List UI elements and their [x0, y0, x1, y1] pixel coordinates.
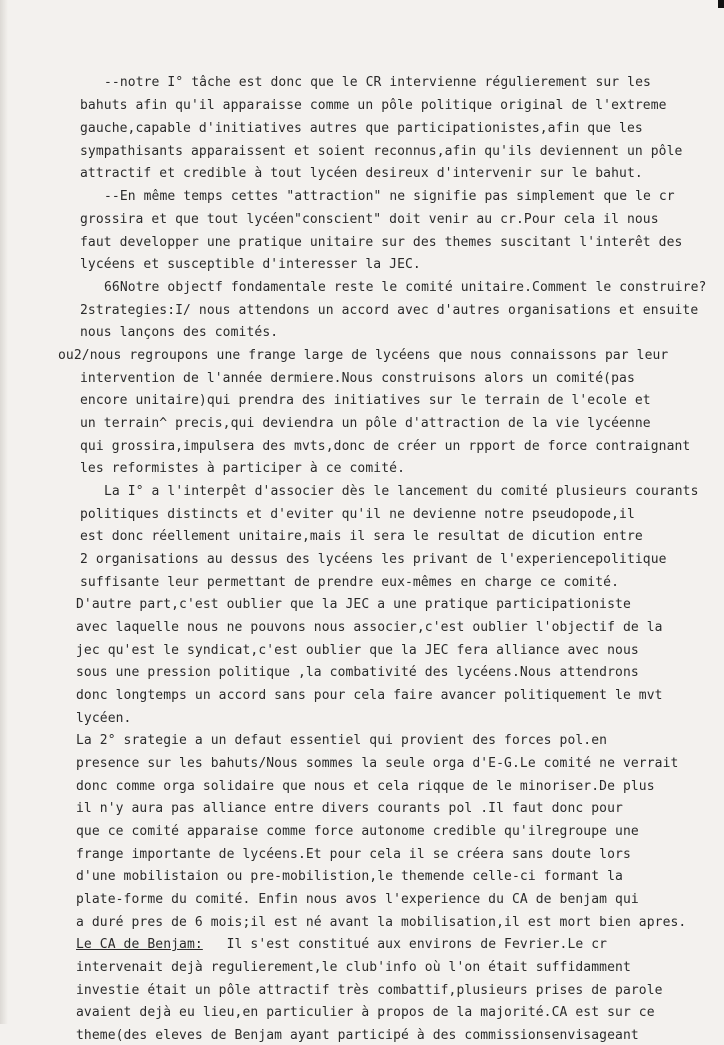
text-line: est donc réellement unitaire,mais il sera le resultat de dicution entre: [80, 529, 643, 544]
text-line: avec laquelle nous ne pouvons nous associer,c'est oublier l'objectif de la: [76, 620, 663, 635]
text-line: intervention de l'année dermiere.Nous construisons alors un comité(pas: [80, 371, 635, 386]
text-line: donc comme orga solidaire que nous et cela riqque de le minoriser.De plus: [76, 779, 655, 794]
text-line: lycéens et susceptible d'interesser la JEC.: [80, 257, 421, 272]
corner-mark: [718, 0, 724, 8]
text-line: encore unitaire)qui prendra des initiatives sur le terrain de l'ecole et: [80, 393, 651, 408]
text-line: a duré pres de 6 mois;il est né avant la mobilisation,il est mort bien apres.: [76, 915, 687, 930]
text-line: avaient dejà eu lieu,en particulier à propos de la majorité.CA est sur ce: [76, 1005, 655, 1020]
text-line: La I° a l'interpêt d'associer dès le lancement du comité plusieurs courants: [104, 484, 699, 499]
text-line: 2strategies:I/ nous attendons un accord avec d'autres organisations et ensuite: [80, 303, 699, 318]
text-line: sympathisants apparaissent et soient reconnus,afin qu'ils deviennent un pôle: [80, 144, 683, 159]
text-line: D'autre part,c'est oublier que la JEC a une pratique participationiste: [76, 597, 631, 612]
text-line: grossira et que tout lycéen"conscient" doit venir au cr.Pour cela il nous: [80, 212, 659, 227]
text-line-with-heading: [76, 936, 607, 954]
text-line: --notre I° tâche est donc que le CR intervienne régulierement sur les: [104, 75, 651, 90]
text-line: nous lançons des comités.: [80, 325, 279, 340]
text-line: La 2° srategie a un defaut essentiel qui provient des forces pol.en: [76, 733, 608, 748]
text-line: faut developper une pratique unitaire sur des themes suscitant l'interêt des: [80, 235, 683, 250]
text-line: lycéen.: [76, 711, 132, 726]
text-line: presence sur les bahuts/Nous sommes la seule orga d'E-G.Le comité ne verrait: [76, 756, 679, 771]
text-line: jec qu'est le syndicat,c'est oublier que la JEC fera alliance avec nous: [76, 643, 639, 658]
text-line: qui grossira,impulsera des mvts,donc de créer un rpport de force contraignant: [80, 439, 691, 454]
text-line: theme(des eleves de Benjam ayant participé à des commissionsenvisageant: [76, 1028, 639, 1043]
text-line: attractif et credible à tout lycéen desireux d'intervenir sur le bahut.: [80, 166, 643, 181]
text-line: intervenait dejà regulierement,le club'info où l'on était suffidamment: [76, 960, 631, 975]
text-line: gauche,capable d'initiatives autres que participationistes,afin que les: [80, 121, 643, 136]
text-line: investie était un pôle attractif très combattif,plusieurs prises de parole: [76, 983, 663, 998]
text-line: ou2/nous regroupons une frange large de lycéens que nous connaissons par leur: [58, 348, 669, 363]
text-line: suffisante leur permettant de prendre eux-mêmes en charge ce comité.: [80, 575, 620, 590]
text-line: --En même temps cettes "attraction" ne signifie pas simplement que le cr: [104, 189, 675, 204]
text-line: sous une pression politique ,la combativité des lycéens.Nous attendrons: [76, 665, 639, 680]
section-heading: Le CA de Benjam:: [76, 937, 203, 952]
text-line: donc longtemps un accord sans pour cela faire avancer politiquement le mvt: [76, 688, 663, 703]
text-line: plate-forme du comité. Enfin nous avos l'experience du CA de benjam qui: [76, 892, 639, 907]
text-line: les reformistes à participer à ce comité.: [80, 461, 405, 476]
text-line: frange importante de lycéens.Et pour cela il se créera sans doute lors: [76, 847, 631, 862]
text-line: que ce comité apparaise comme force autonome credible qu'ilregroupe une: [76, 824, 639, 839]
text-line: un terrain^ precis,qui deviendra un pôle d'attraction de la vie lycéenne: [80, 416, 651, 431]
text-line: bahuts afin qu'il apparaisse comme un pôle politique original de l'extreme: [80, 98, 667, 113]
text-line-tail: Il s'est constitué aux environs de Fevrier.Le cr: [226, 937, 608, 952]
text-line: il n'y aura pas alliance entre divers courants pol .Il faut donc pour: [76, 801, 623, 816]
text-line: 2 organisations au dessus des lycéens les privant de l'experiencepolitique: [80, 552, 667, 567]
text-line: 66Notre objectf fondamentale reste le comité unitaire.Comment le construire?: [104, 280, 707, 295]
text-line: politiques distincts et d'eviter qu'il ne devienne notre pseudopode,il: [80, 507, 635, 522]
page-edge-shadow: [0, 0, 8, 1024]
text-line: d'une mobilistaion ou pre-mobilistion,le themende celle-ci formant la: [76, 869, 623, 884]
